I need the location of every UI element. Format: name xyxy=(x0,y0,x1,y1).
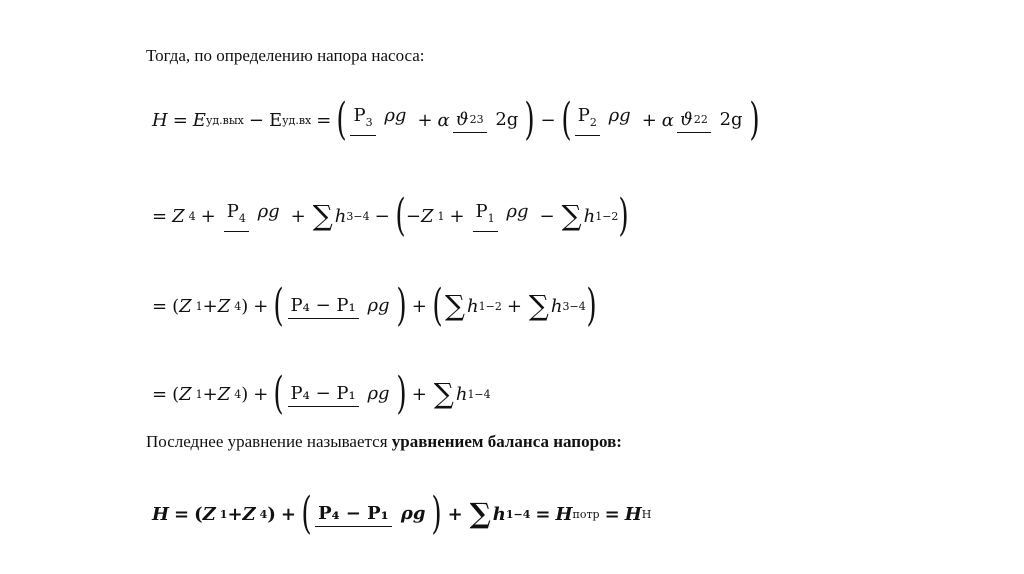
eq1-H: H xyxy=(152,109,168,131)
eq5-frac: P₄ − P₁ ρg xyxy=(315,502,428,527)
eq1-frac-theta3: ϑ23 2g xyxy=(453,108,522,133)
eq1-frac-p3: P3 ρg xyxy=(350,104,409,136)
eq1-lparen-1: ( xyxy=(336,94,348,145)
eq1-sub-out: уд.вых xyxy=(205,113,244,127)
eq4-frac: P₄ − P₁ ρg xyxy=(288,382,393,407)
eq1-rparen-2: ) xyxy=(748,94,760,145)
eq2-rparen: ) xyxy=(618,190,630,241)
eq2-frac-p4: P4 ρg xyxy=(224,200,283,232)
eq1-lparen-2: ( xyxy=(560,94,572,145)
equation-1: H = E уд.вых − Е уд.вх = ( P3 ρg + α ϑ23 2g ) − ( P2 ρg + α ϑ22 2g ) xyxy=(152,94,760,145)
eq3-frac: P₄ − P₁ ρg xyxy=(288,294,393,319)
eq1-frac-theta2: ϑ22 2g xyxy=(677,108,746,133)
equation-4: = ( Z 1 + Z 4 ) + ( P₄ − P₁ ρg ) + ∑ h 1−4 xyxy=(152,368,491,419)
equation-2: = Z 4 + P4 ρg + ∑ h 3−4 − ( − Z 1 + P1 ρg − ∑ h 1−2 ) xyxy=(152,190,630,241)
eq1-rparen-1: ) xyxy=(524,94,536,145)
eq1-sub-in: уд.вх xyxy=(282,113,312,127)
eq1-minus: − xyxy=(248,109,264,131)
intro-text: Тогда, по определению напора насоса: xyxy=(146,46,425,65)
eq2-frac-p1: P1 ρg xyxy=(473,200,532,232)
eq2-sum-2: ∑ xyxy=(561,199,582,232)
statement-plain: Последнее уравнение называется xyxy=(146,432,392,451)
equation-5: H = ( Z 1 + Z 4 ) + ( P₄ − P₁ ρg ) + ∑ h 1−4 = H потр = H Н xyxy=(152,488,652,539)
statement-text xyxy=(146,432,622,452)
statement-bold: уравнением баланса напоров: xyxy=(391,432,622,451)
eq1-E-in: Е xyxy=(268,109,283,131)
eq2-lparen: ( xyxy=(395,190,406,241)
equation-3: = ( Z 1 + Z 4 ) + ( P₄ − P₁ ρg ) + ( ∑ h 1−2 + ∑ h 3−4 ) xyxy=(152,280,597,331)
eq1-E-out: E xyxy=(192,109,206,131)
eq1-equals-2: = xyxy=(316,109,332,131)
eq1-equals: = xyxy=(172,109,188,131)
eq2-sum-1: ∑ xyxy=(312,199,333,232)
eq1-frac-p2: P2 ρg xyxy=(575,104,634,136)
